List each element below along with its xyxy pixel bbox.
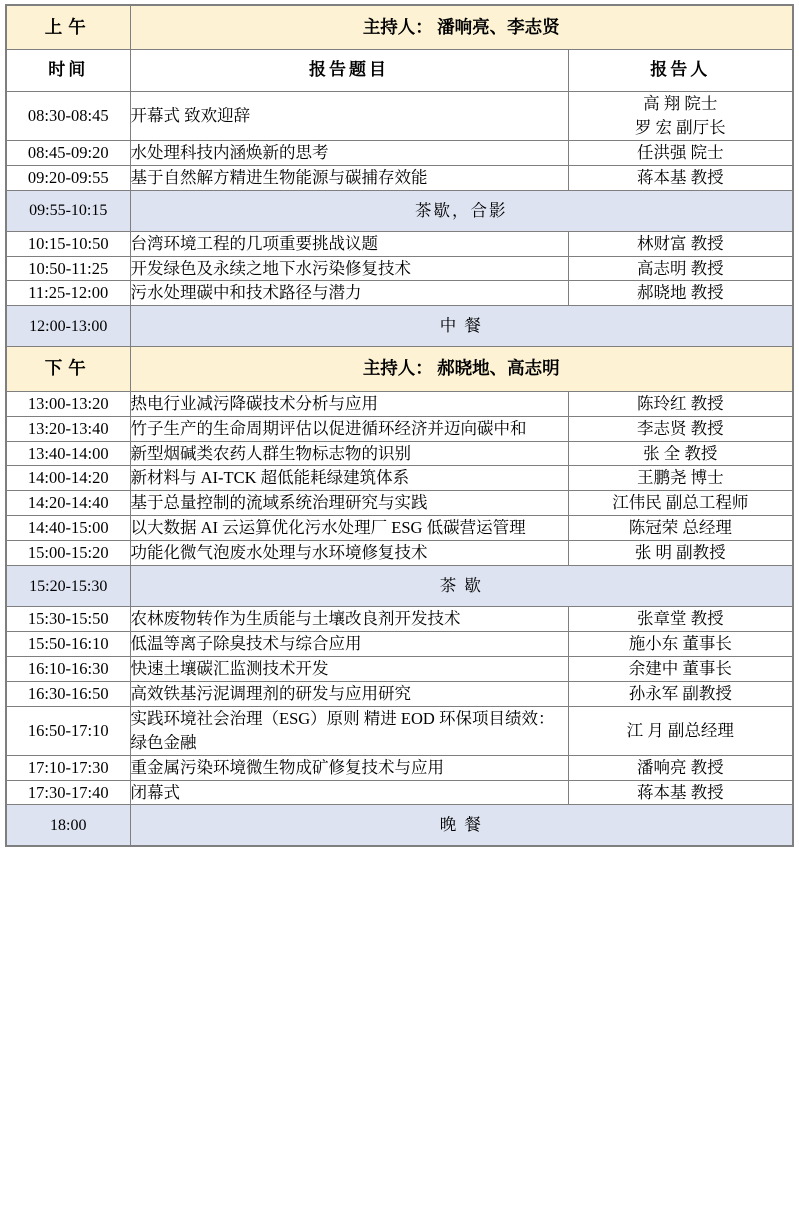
table-row bbox=[6, 231, 793, 256]
row-time: 11:25-12:00 bbox=[6, 281, 130, 306]
row-speaker: 张章堂 教授 bbox=[568, 607, 793, 632]
row-title: 重金属污染环境微生物成矿修复技术与应用 bbox=[130, 755, 568, 780]
table-row bbox=[6, 516, 793, 541]
row-speaker: 蒋本基 教授 bbox=[568, 165, 793, 190]
table-row bbox=[6, 256, 793, 281]
row-time: 16:10-16:30 bbox=[6, 656, 130, 681]
row-title: 低温等离子除臭技术与综合应用 bbox=[130, 631, 568, 656]
row-speaker: 李志贤 教授 bbox=[568, 416, 793, 441]
table-row bbox=[6, 92, 793, 141]
row-speaker: 张 全 教授 bbox=[568, 441, 793, 466]
row-speaker: 张 明 副教授 bbox=[568, 541, 793, 566]
column-header-title: 报告题目 bbox=[130, 50, 568, 92]
row-time: 14:00-14:20 bbox=[6, 466, 130, 491]
agenda-table bbox=[5, 4, 794, 847]
session-header-morning bbox=[6, 5, 793, 50]
row-time: 13:40-14:00 bbox=[6, 441, 130, 466]
row-title: 高效铁基污泥调理剂的研发与应用研究 bbox=[130, 681, 568, 706]
row-title: 新材料与 AI-TCK 超低能耗绿建筑体系 bbox=[130, 466, 568, 491]
row-time: 14:20-14:40 bbox=[6, 491, 130, 516]
table-row bbox=[6, 416, 793, 441]
row-speaker bbox=[568, 92, 793, 141]
row-time: 15:00-15:20 bbox=[6, 541, 130, 566]
row-speaker: 林财富 教授 bbox=[568, 231, 793, 256]
table-row bbox=[6, 631, 793, 656]
break-time: 15:20-15:30 bbox=[6, 566, 130, 607]
row-time: 09:20-09:55 bbox=[6, 165, 130, 190]
row-time: 17:10-17:30 bbox=[6, 755, 130, 780]
row-title: 开幕式 致欢迎辞 bbox=[130, 92, 568, 141]
table-row bbox=[6, 681, 793, 706]
row-title: 竹子生产的生命周期评估以促进循环经济并迈向碳中和 bbox=[130, 416, 568, 441]
table-row bbox=[6, 140, 793, 165]
row-title: 基于自然解方精进生物能源与碳捕存效能 bbox=[130, 165, 568, 190]
row-speaker: 施小东 董事长 bbox=[568, 631, 793, 656]
row-title: 以大数据 AI 云运算优化污水处理厂 ESG 低碳营运管理 bbox=[130, 516, 568, 541]
row-title: 实践环境社会治理（ESG）原则 精进 EOD 环保项目绩效：绿色金融 bbox=[130, 706, 568, 755]
column-header-speaker: 报告人 bbox=[568, 50, 793, 92]
column-header-time: 时间 bbox=[6, 50, 130, 92]
table-row bbox=[6, 391, 793, 416]
row-speaker-line: 罗 宏 副厅长 bbox=[634, 117, 726, 137]
session-label-morning: 上午 bbox=[6, 5, 130, 50]
break-time: 12:00-13:00 bbox=[6, 306, 130, 347]
table-row bbox=[6, 281, 793, 306]
table-row bbox=[6, 441, 793, 466]
row-speaker: 郝晓地 教授 bbox=[568, 281, 793, 306]
row-title: 农林废物转作为生质能与土壤改良剂开发技术 bbox=[130, 607, 568, 632]
row-time: 10:15-10:50 bbox=[6, 231, 130, 256]
row-speaker: 陈冠荣 总经理 bbox=[568, 516, 793, 541]
row-title: 新型烟碱类农药人群生物标志物的识别 bbox=[130, 441, 568, 466]
row-speaker: 余建中 董事长 bbox=[568, 656, 793, 681]
row-speaker: 陈玲红 教授 bbox=[568, 391, 793, 416]
row-time: 16:50-17:10 bbox=[6, 706, 130, 755]
row-speaker: 蒋本基 教授 bbox=[568, 780, 793, 805]
break-time: 18:00 bbox=[6, 805, 130, 846]
row-time: 08:45-09:20 bbox=[6, 140, 130, 165]
break-label: 中 餐 bbox=[130, 306, 793, 347]
session-header-afternoon bbox=[6, 347, 793, 391]
session-chair-morning: 主持人： 潘响亮、李志贤 bbox=[130, 5, 793, 50]
row-speaker: 任洪强 院士 bbox=[568, 140, 793, 165]
break-label: 茶歇，合影 bbox=[130, 190, 793, 231]
row-speaker: 江 月 副总经理 bbox=[568, 706, 793, 755]
row-time: 13:00-13:20 bbox=[6, 391, 130, 416]
break-label: 茶 歇 bbox=[130, 566, 793, 607]
row-time: 16:30-16:50 bbox=[6, 681, 130, 706]
table-row bbox=[6, 607, 793, 632]
row-title: 基于总量控制的流域系统治理研究与实践 bbox=[130, 491, 568, 516]
break-row bbox=[6, 190, 793, 231]
row-speaker: 潘响亮 教授 bbox=[568, 755, 793, 780]
table-row bbox=[6, 780, 793, 805]
row-speaker: 孙永军 副教授 bbox=[568, 681, 793, 706]
column-header-row bbox=[6, 50, 793, 92]
row-time: 13:20-13:40 bbox=[6, 416, 130, 441]
row-title: 快速土壤碳汇监测技术开发 bbox=[130, 656, 568, 681]
break-row bbox=[6, 805, 793, 846]
table-row bbox=[6, 491, 793, 516]
session-chair-afternoon: 主持人： 郝晓地、高志明 bbox=[130, 347, 793, 391]
break-row bbox=[6, 566, 793, 607]
row-title: 台湾环境工程的几项重要挑战议题 bbox=[130, 231, 568, 256]
row-title: 开发绿色及永续之地下水污染修复技术 bbox=[130, 256, 568, 281]
table-row bbox=[6, 656, 793, 681]
break-time: 09:55-10:15 bbox=[6, 190, 130, 231]
row-time: 17:30-17:40 bbox=[6, 780, 130, 805]
table-row bbox=[6, 165, 793, 190]
row-time: 10:50-11:25 bbox=[6, 256, 130, 281]
row-time: 15:30-15:50 bbox=[6, 607, 130, 632]
break-label: 晚 餐 bbox=[130, 805, 793, 846]
break-row bbox=[6, 306, 793, 347]
table-row bbox=[6, 541, 793, 566]
table-row bbox=[6, 706, 793, 755]
row-title: 功能化微气泡废水处理与水环境修复技术 bbox=[130, 541, 568, 566]
row-time: 14:40-15:00 bbox=[6, 516, 130, 541]
row-title: 污水处理碳中和技术路径与潜力 bbox=[130, 281, 568, 306]
row-title: 热电行业减污降碳技术分析与应用 bbox=[130, 391, 568, 416]
session-label-afternoon: 下午 bbox=[6, 347, 130, 391]
row-time: 15:50-16:10 bbox=[6, 631, 130, 656]
row-time: 08:30-08:45 bbox=[6, 92, 130, 141]
row-speaker: 王鹏尧 博士 bbox=[568, 466, 793, 491]
row-title: 闭幕式 bbox=[130, 780, 568, 805]
row-speaker-line: 高 翔 院士 bbox=[643, 94, 718, 114]
row-speaker: 江伟民 副总工程师 bbox=[568, 491, 793, 516]
table-row bbox=[6, 755, 793, 780]
row-speaker: 高志明 教授 bbox=[568, 256, 793, 281]
table-row bbox=[6, 466, 793, 491]
row-title: 水处理科技内涵焕新的思考 bbox=[130, 140, 568, 165]
